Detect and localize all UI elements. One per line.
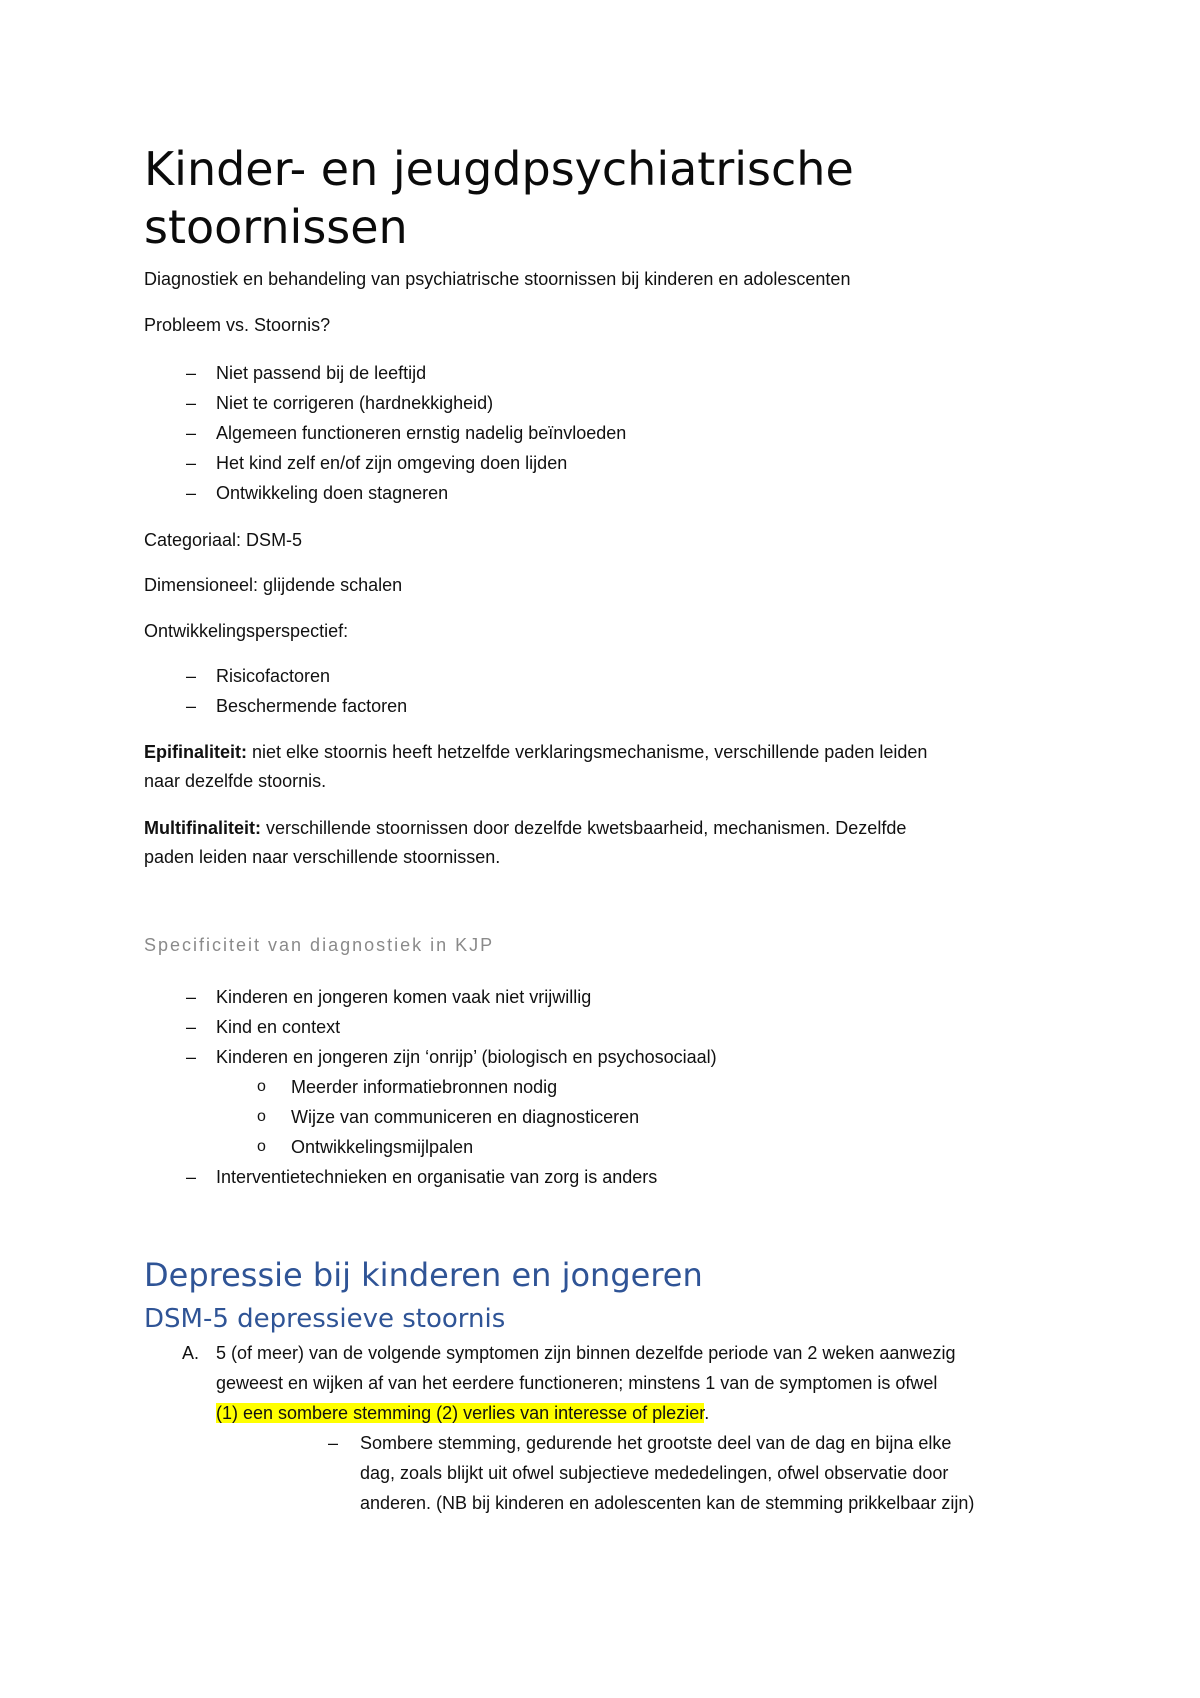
list-item-text: Algemeen functioneren ernstig nadelig beïnvloeden (216, 423, 627, 443)
sombere-text (360, 1428, 1060, 1518)
criterion-a-line3 (216, 1398, 1096, 1428)
document-subtitle: Diagnostiek en behandeling van psychiatrische stoornissen bij kinderen en adolescenten (144, 269, 851, 289)
list-item-text: Kind en context (216, 1017, 341, 1037)
sub-list-item-text: Ontwikkelingsmijlpalen (291, 1137, 474, 1157)
criterion-a-line2: geweest en wijken af van het eerdere functioneren; minstens 1 van de symptomen is ofwel (216, 1373, 938, 1393)
dimensioneel-text: Dimensioneel: glijdende schalen (144, 575, 403, 595)
circle-bullet: o (257, 1078, 266, 1095)
dash-bullet: – (186, 1047, 197, 1067)
epifinaliteit-line1: niet elke stoornis heeft hetzelfde verklaringsmechanisme, verschillende paden leiden (247, 742, 928, 762)
sub-list-item-text: Meerder informatiebronnen nodig (291, 1077, 558, 1097)
specificiteit-heading: Specificiteit van diagnostiek in KJP (144, 935, 495, 955)
categoriaal-text: Categoriaal: DSM-5 (144, 530, 303, 550)
list-item-text: Het kind zelf en/of zijn omgeving doen lijden (216, 453, 568, 473)
document-title: Kinder- en jeugdpsychiatrische stoornissen (144, 142, 854, 254)
dash-bullet: – (186, 363, 197, 383)
list-item-text: Beschermende factoren (216, 696, 408, 716)
epifinaliteit-term: Epifinaliteit: (144, 742, 247, 762)
dash-bullet: – (186, 1017, 197, 1037)
dash-bullet: – (186, 393, 197, 413)
dash-bullet: – (186, 423, 197, 443)
dash-bullet: – (186, 1167, 197, 1187)
criterion-a-line1: 5 (of meer) van de volgende symptomen zijn binnen dezelfde periode van 2 weken aanwezig (216, 1343, 956, 1363)
list-item-text: Niet passend bij de leeftijd (216, 363, 427, 383)
sombere-line2: dag, zoals blijkt uit ofwel subjectieve mededelingen, ofwel observatie door (360, 1463, 949, 1483)
circle-bullet: o (257, 1138, 266, 1155)
list-item-text: Kinderen en jongeren zijn ‘onrijp’ (biologisch en psychosociaal) (216, 1047, 717, 1067)
probleem-heading: Probleem vs. Stoornis? (144, 315, 331, 335)
criterion-a-text (216, 1338, 1096, 1428)
dash-bullet: – (186, 453, 197, 473)
multifinaliteit-line2: paden leiden naar verschillende stoornissen. (144, 847, 501, 867)
list-item-text: Interventietechnieken en organisatie van zorg is anders (216, 1167, 658, 1187)
list-item-text: Niet te corrigeren (hardnekkigheid) (216, 393, 494, 413)
multifinaliteit-paragraph (144, 813, 906, 843)
circle-bullet: o (257, 1108, 266, 1125)
criterion-a-end: . (704, 1403, 710, 1423)
criterion-a-marker: A. (182, 1343, 200, 1363)
sub-list-item-text: Wijze van communiceren en diagnosticeren (291, 1107, 640, 1127)
sombere-line3: anderen. (NB bij kinderen en adolescenten kan de stemming prikkelbaar zijn) (360, 1493, 975, 1513)
list-item-text: Kinderen en jongeren komen vaak niet vrijwillig (216, 987, 592, 1007)
depressie-heading: Depressie bij kinderen en jongeren (144, 1256, 703, 1294)
ontwikkeling-heading: Ontwikkelingsperspectief: (144, 621, 349, 641)
epifinaliteit-paragraph (144, 737, 927, 767)
list-item-text: Risicofactoren (216, 666, 331, 686)
dsm-heading: DSM-5 depressieve stoornis (144, 1304, 506, 1334)
multifinaliteit-term: Multifinaliteit: (144, 818, 261, 838)
dash-bullet: – (186, 696, 197, 716)
dash-bullet: – (186, 483, 197, 503)
epifinaliteit-line2: naar dezelfde stoornis. (144, 771, 327, 791)
multifinaliteit-line1: verschillende stoornissen door dezelfde kwetsbaarheid, mechanismen. Dezelfde (260, 818, 907, 838)
list-item-text: Ontwikkeling doen stagneren (216, 483, 449, 503)
sombere-line1: Sombere stemming, gedurende het grootste deel van de dag en bijna elke (360, 1433, 952, 1453)
dash-bullet: – (186, 666, 197, 686)
dash-bullet: – (186, 987, 197, 1007)
highlighted-text: (1) een sombere stemming (2) verlies van interesse of plezier (216, 1403, 705, 1423)
dash-bullet: – (328, 1433, 339, 1453)
